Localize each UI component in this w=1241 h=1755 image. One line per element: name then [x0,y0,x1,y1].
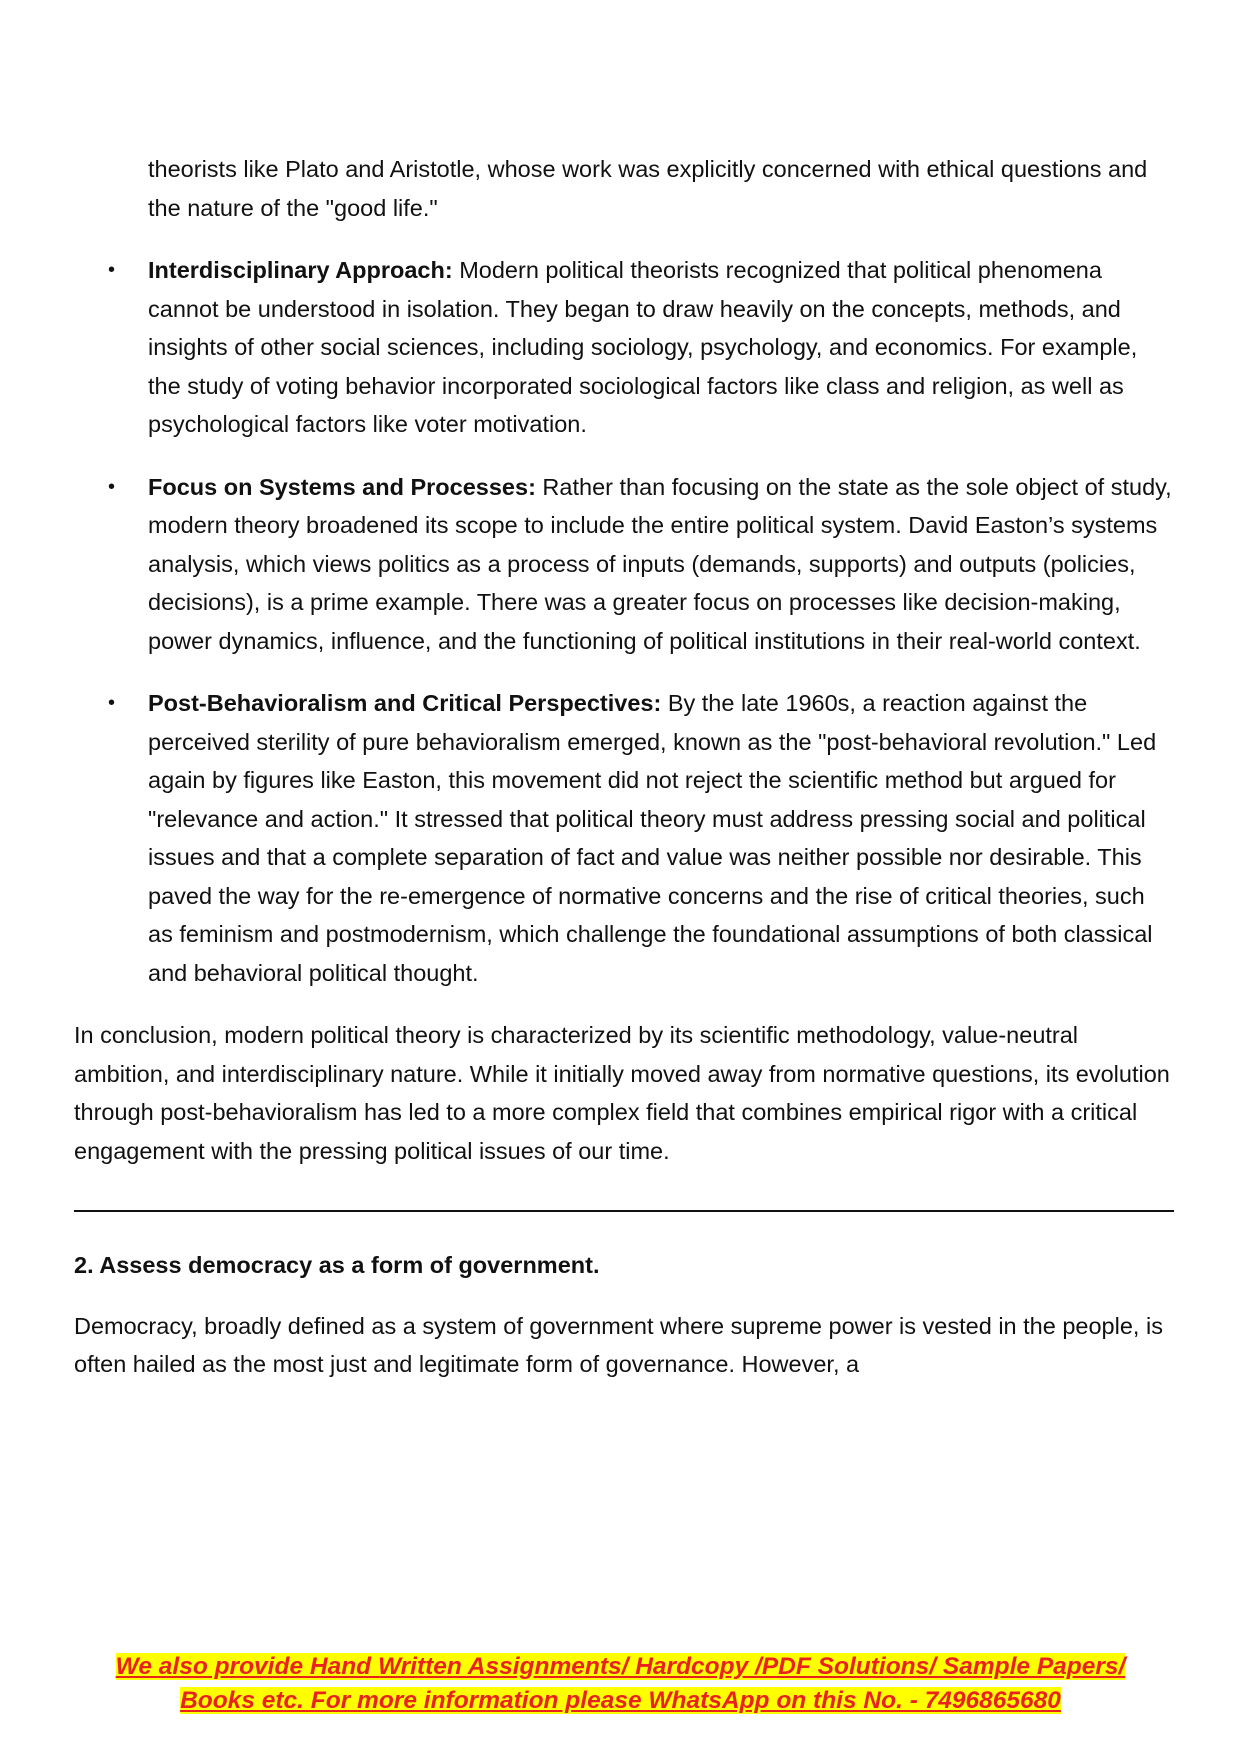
bullet-title: Interdisciplinary Approach: [148,257,453,283]
continued-paragraph: theorists like Plato and Aristotle, whose work was explicitly concerned with ethical questions and the nature of the "good life." [148,156,1148,221]
footer-line-1: We also provide Hand Written Assignments/ Hardcopy /PDF Solutions/ Sample Papers/ [115,1653,1126,1680]
bullet-text: By the late 1960s, a reaction against the perceived sterility of pure behavioralism emerged, known as the "post-behavioral revolution." Led again by figures like Easton, this movement did not reject the scientific method but argued for "relevance and action." It stressed that political theory must address pressing social and political issues and that a complete separation of fact and value was neither possible nor desirable. This paved the way for the re-emergence of normative concerns and the rise of critical theories, such as feminism and postmodernism, which challenge the foundational assumptions of both classical and behavioral political thought. [148,690,1157,986]
section-divider [74,1210,1174,1212]
question-heading: 2. Assess democracy as a form of government. [74,1252,600,1278]
bullet-item-interdisciplinary [74,251,1174,444]
bullet-icon: • [108,692,116,714]
bullet-icon: • [108,259,116,281]
conclusion-paragraph: In conclusion, modern political theory is characterized by its scientific methodology, value-neutral ambition, and interdisciplinary nature. While it initially moved away from normative questions, its evolution through post-behavioralism has led to a more complex field that combines empirical rigor with a critical engagement with the pressing political issues of our time. [74,1022,1170,1164]
bullet-text: Modern political theorists recognized that political phenomena cannot be understood in isolation. They began to draw heavily on the concepts, methods, and insights of other social sciences, including sociology, psychology, and economics. For example, the study of voting behavior incorporated sociological factors like class and religion, as well as psychological factors like voter motivation. [148,257,1138,437]
bullet-text: Rather than focusing on the state as the sole object of study, modern theory broadened its scope to include the entire political system. David Easton’s systems analysis, which views politics as a process of inputs (demands, supports) and outputs (policies, decisions), is a prime example. There was a greater focus on processes like decision-making, power dynamics, influence, and the functioning of political institutions in their real-world context. [148,473,1172,654]
bullet-list [74,251,1174,992]
page-content [74,150,1174,1408]
bullet-item-post-behavioralism [74,684,1174,992]
footer-advert [0,1650,1241,1718]
bullet-title: Focus on Systems and Processes: [148,473,536,500]
footer-line-2: Books etc. For more information please WhatsApp on this No. - 7496865680 [180,1687,1061,1714]
bullet-item-systems [74,468,1174,661]
intro-paragraph: Democracy, broadly defined as a system of government where supreme power is vested in the people, is often hailed as the most just and legitimate form of governance. However, a [74,1312,1163,1377]
bullet-title: Post-Behavioralism and Critical Perspectives: [148,690,662,716]
bullet-icon: • [108,475,116,498]
